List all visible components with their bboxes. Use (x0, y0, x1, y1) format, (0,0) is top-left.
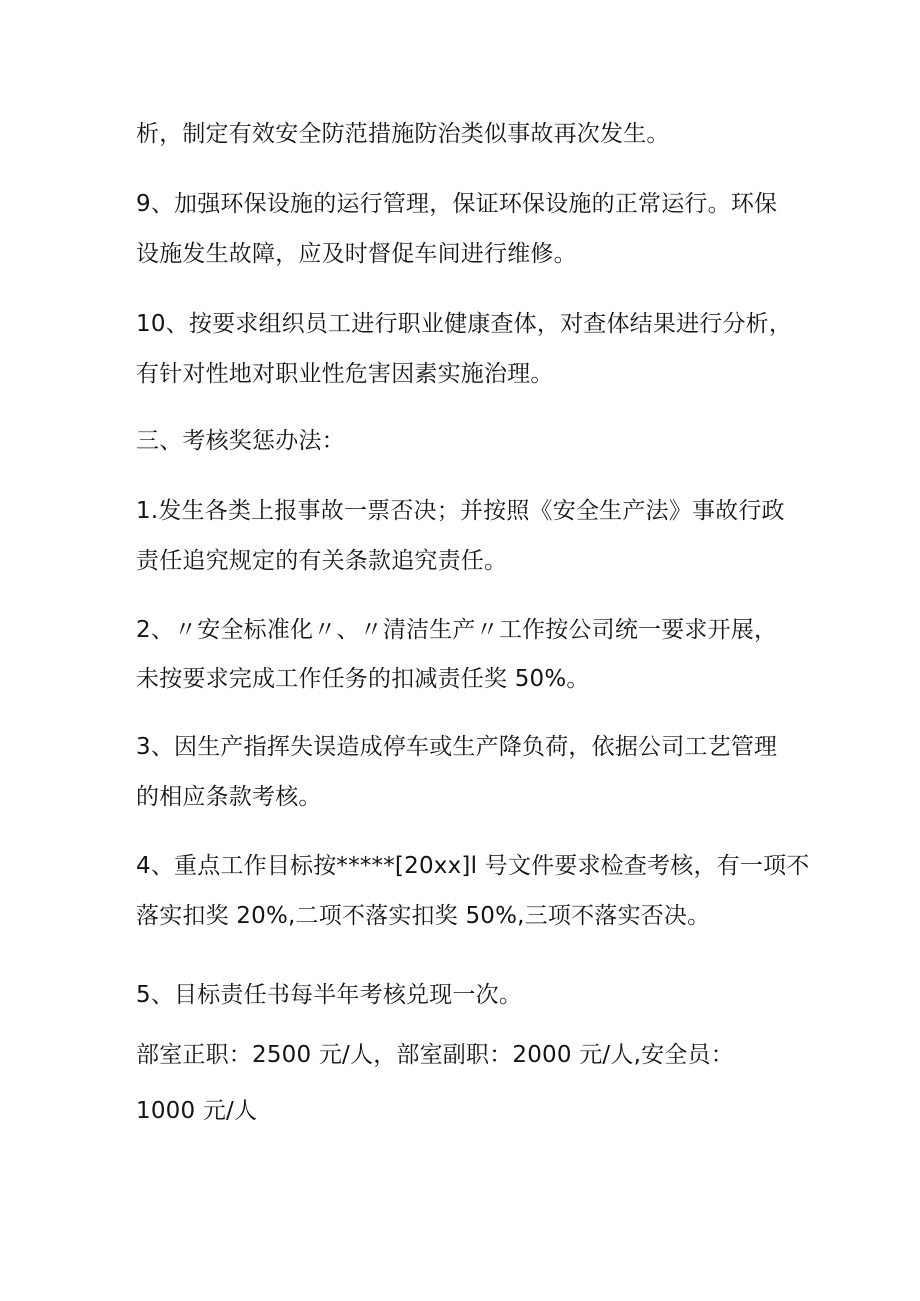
text-line: 责任追究规定的有关条款追究责任。 (136, 548, 508, 574)
text-line: 未按要求完成工作任务的扣减责任奖 50%。 (136, 666, 590, 692)
text-line: 4、重点工作目标按*****[20xx]l 号文件要求检查考核，有一项不 (136, 853, 810, 879)
text-line: 有针对性地对职业性危害因素实施治理。 (136, 361, 554, 387)
text-line: 落实扣奖 20%,二项不落实扣奖 50%,三项不落实否决。 (136, 903, 711, 929)
text-line: 析，制定有效安全防范措施防治类似事故再次发生。 (136, 121, 670, 147)
text-line: 2、〃安全标准化〃、〃清洁生产〃工作按公司统一要求开展， (136, 617, 778, 643)
text-line: 1000 元/人 (136, 1098, 258, 1124)
text-line: 9、加强环保设施的运行管理，保证环保设施的正常运行。环保 (136, 191, 778, 217)
text-line: 设施发生故障，应及时督促车间进行维修。 (136, 241, 577, 267)
text-line: 5、目标责任书每半年考核兑现一次。 (136, 982, 523, 1008)
text-line: 10、按要求组织员工进行职业健康查体，对查体结果进行分析， (136, 311, 793, 337)
text-line: 的相应条款考核。 (136, 784, 322, 810)
text-line: 1.发生各类上报事故一票否决；并按照《安全生产法》事故行政 (136, 498, 785, 524)
section-heading: 三、考核奖惩办法： (136, 428, 345, 454)
text-line: 部室正职：2500 元/人，部室副职：2000 元/人,安全员： (136, 1042, 734, 1068)
text-line: 3、因生产指挥失误造成停车或生产降负荷，依据公司工艺管理 (136, 734, 778, 760)
